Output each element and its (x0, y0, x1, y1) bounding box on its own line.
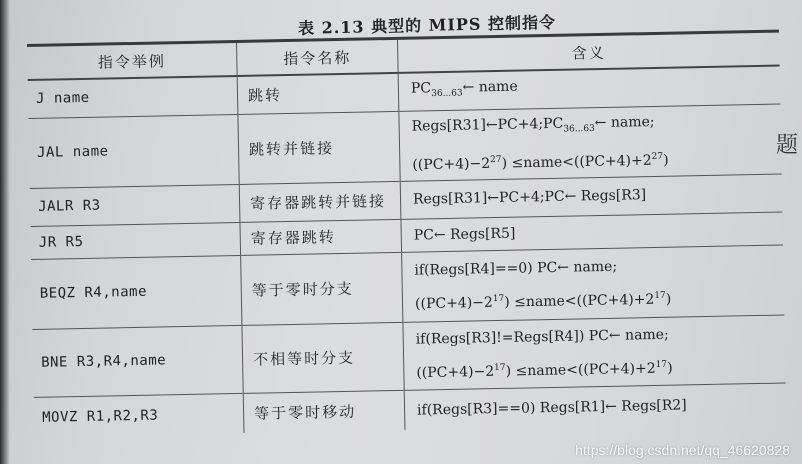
meaning-line: $((PC+4)-2^{17})$ $\le name<((PC+4)+2^{17})$ (414, 290, 672, 312)
meaning-line: PC← Regs[R5] (413, 225, 516, 244)
cell-name: 跳转 (237, 73, 399, 114)
mips-control-instructions-table (27, 30, 786, 438)
meaning-line: $Regs[R31]\leftarrow PC+4;PC_{36...63}\leftarrow$ name; (411, 113, 655, 135)
header-meaning: 含义 (397, 31, 779, 73)
meaning-line: if(Regs[R3]==0) Regs[R1]← Regs[R2] (416, 397, 687, 419)
cell-example: J name (28, 76, 238, 118)
cell-example: BEQZ R4,name (31, 255, 242, 329)
table-container (27, 30, 787, 464)
cell-name: 寄存器跳转并链接 (239, 181, 401, 222)
cell-example: BNE R3,R4,name (32, 325, 243, 397)
cell-example: MOVZ R1,R2,R3 (34, 393, 244, 437)
cell-example: JAL name (28, 114, 239, 188)
meaning-line: $((PC+4)-2^{17})$ $\le name<((PC+4)+2^{17})$ (416, 359, 673, 381)
page-gutter-shadow (0, 0, 10, 464)
watermark: https://blog.csdn.net/qq_46620828 (575, 442, 790, 458)
meaning-line: if(Regs[R4]==0) PC← name; (414, 258, 618, 279)
cell-meaning (399, 104, 782, 182)
meaning-line: Regs[R31]←PC+4;PC← Regs[R3] (412, 187, 647, 209)
cell-meaning (404, 383, 786, 430)
cell-meaning (403, 315, 786, 390)
cell-name: 等于零时移动 (243, 390, 405, 433)
cell-name: 寄存器跳转 (240, 219, 402, 255)
cell-meaning (402, 245, 785, 322)
meaning-line: if(Regs[R3]!=Regs[R4]) PC← name; (415, 326, 669, 348)
cell-name: 跳转并链接 (238, 111, 400, 185)
cell-example: JR R5 (31, 222, 241, 259)
table-caption: 表 2.13 典型的 MIPS 控制指令 (297, 12, 557, 38)
cell-name: 不相等时分支 (242, 322, 404, 393)
meaning-line: $((PC+4)-2^{27})$ $\le name<((PC+4)+2^{27})$ (412, 152, 669, 174)
header-name: 指令名称 (236, 38, 398, 76)
header-example: 指令举例 (27, 41, 237, 80)
meaning-line: $PC_{36...63}\leftarrow$ name (410, 78, 518, 100)
cell-name: 等于零时分支 (241, 252, 403, 325)
edge-cutoff-glyph: 题 (775, 133, 798, 158)
cell-example: JALR R3 (30, 184, 240, 226)
